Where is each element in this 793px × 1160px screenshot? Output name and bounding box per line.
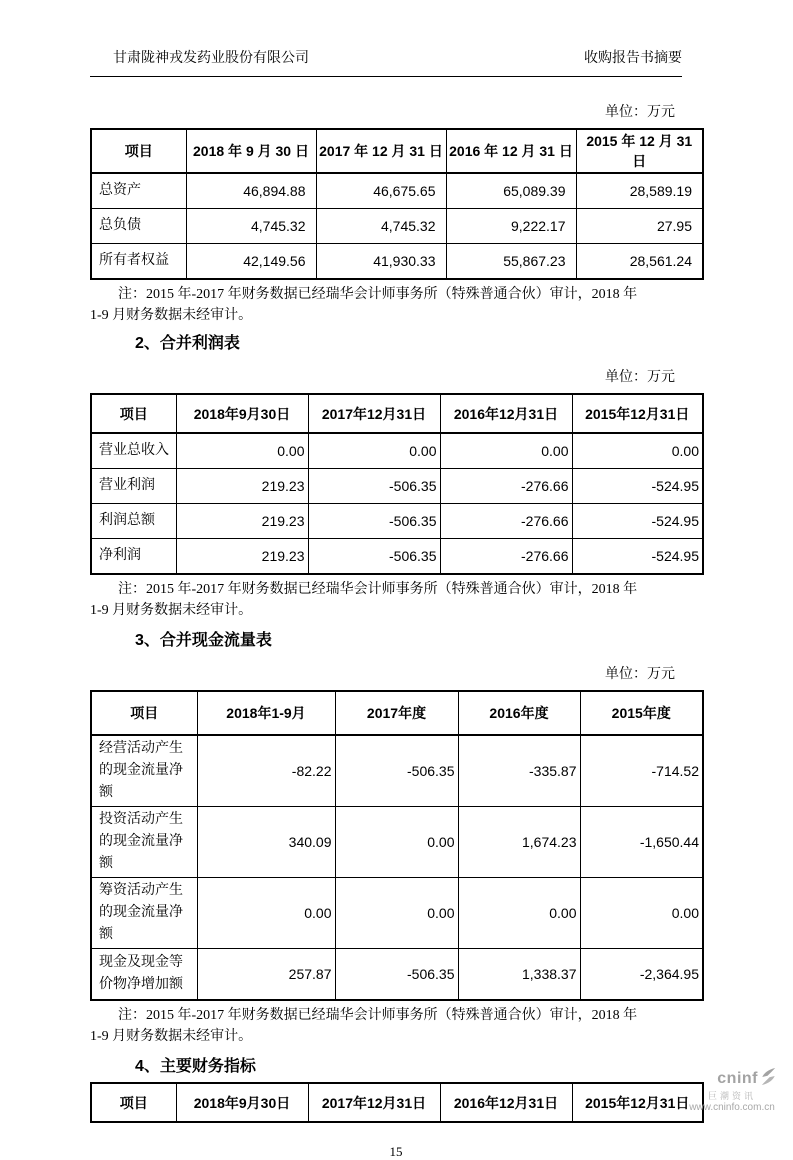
- column-header: 2015年度: [580, 691, 703, 735]
- value-cell: 28,561.24: [576, 244, 703, 280]
- value-cell: -714.52: [580, 735, 703, 807]
- row-label: 营业总收入: [91, 433, 176, 469]
- column-header: 2017年12月31日: [308, 1083, 440, 1122]
- unit-label-cashflow: 单位：万元: [605, 667, 675, 682]
- value-cell: 219.23: [176, 504, 308, 539]
- value-cell: -2,364.95: [580, 949, 703, 1001]
- value-cell: -276.66: [440, 469, 572, 504]
- row-label: 利润总额: [91, 504, 176, 539]
- value-cell: 27.95: [576, 209, 703, 244]
- key-indicators-table: [90, 1082, 704, 1123]
- section-heading-income: 2、合并利润表: [135, 335, 240, 352]
- page-number: 15: [389, 1144, 403, 1159]
- header-row: [91, 1083, 703, 1122]
- value-cell: -276.66: [440, 539, 572, 575]
- value-cell: -506.35: [308, 469, 440, 504]
- table-row: [91, 735, 703, 807]
- note-line: 1-9 月财务数据未经审计。: [90, 603, 253, 618]
- value-cell: 0.00: [440, 433, 572, 469]
- column-header: 2015 年 12 月 31 日: [576, 129, 703, 173]
- column-header: 项目: [91, 129, 186, 173]
- value-cell: 219.23: [176, 469, 308, 504]
- value-cell: 0.00: [335, 807, 458, 878]
- row-label: 筹资活动产生的现金流量净额: [91, 878, 197, 949]
- table-row: [91, 504, 703, 539]
- column-header: 2018年9月30日: [176, 1083, 308, 1122]
- column-header: 2016 年 12 月 31 日: [446, 129, 576, 173]
- value-cell: 0.00: [176, 433, 308, 469]
- value-cell: -524.95: [572, 469, 703, 504]
- column-header: 项目: [91, 394, 176, 433]
- column-header: 2016年度: [458, 691, 580, 735]
- note-line: 1-9 月财务数据未经审计。: [90, 1029, 253, 1044]
- row-label: 经营活动产生的现金流量净额: [91, 735, 197, 807]
- column-header: 2017 年 12 月 31 日: [316, 129, 446, 173]
- column-header: 项目: [91, 1083, 176, 1122]
- value-cell: 1,674.23: [458, 807, 580, 878]
- header-row: [91, 129, 703, 173]
- value-cell: 0.00: [458, 878, 580, 949]
- column-header: 2015年12月31日: [572, 1083, 703, 1122]
- table-row: [91, 433, 703, 469]
- cninfo-swirl-icon: [759, 1067, 778, 1091]
- row-label: 所有者权益: [91, 244, 186, 280]
- audit-note-cashflow: [90, 1005, 682, 1047]
- value-cell: 46,675.65: [316, 173, 446, 209]
- unit-label-income: 单位：万元: [605, 370, 675, 385]
- value-cell: 42,149.56: [186, 244, 316, 280]
- value-cell: 0.00: [197, 878, 335, 949]
- value-cell: -82.22: [197, 735, 335, 807]
- row-label: 现金及现金等价物净增加额: [91, 949, 197, 1001]
- value-cell: -276.66: [440, 504, 572, 539]
- row-label: 投资活动产生的现金流量净额: [91, 807, 197, 878]
- table-row: [91, 173, 703, 209]
- value-cell: 55,867.23: [446, 244, 576, 280]
- section-heading-cashflow: 3、合并现金流量表: [135, 632, 272, 649]
- cninfo-logo-row: [676, 1067, 788, 1091]
- cninfo-logo-text: cninf: [717, 1070, 758, 1087]
- header-company-name: 甘肃陇神戎发药业股份有限公司: [113, 51, 309, 66]
- value-cell: 0.00: [335, 878, 458, 949]
- value-cell: -506.35: [335, 735, 458, 807]
- value-cell: 65,089.39: [446, 173, 576, 209]
- section-heading-indicators: 4、主要财务指标: [135, 1058, 256, 1075]
- audit-note-income: [90, 579, 682, 621]
- value-cell: 28,589.19: [576, 173, 703, 209]
- value-cell: -1,650.44: [580, 807, 703, 878]
- balance-sheet-table: [90, 128, 704, 280]
- value-cell: -506.35: [308, 504, 440, 539]
- cash-flow-table: [90, 690, 704, 1001]
- header-row: [91, 394, 703, 433]
- table-row: [91, 878, 703, 949]
- value-cell: 0.00: [308, 433, 440, 469]
- table-row: [91, 949, 703, 1001]
- row-label: 总负债: [91, 209, 186, 244]
- value-cell: 340.09: [197, 807, 335, 878]
- audit-note-balance: [90, 284, 682, 326]
- row-label: 净利润: [91, 539, 176, 575]
- header-row: [91, 691, 703, 735]
- row-label: 营业利润: [91, 469, 176, 504]
- column-header: 2018年1-9月: [197, 691, 335, 735]
- column-header: 2017年12月31日: [308, 394, 440, 433]
- cninfo-logo-subtitle: 巨潮资讯: [707, 1091, 756, 1101]
- cninfo-logo-url: www.cninfo.com.cn: [689, 1102, 775, 1113]
- row-label: 总资产: [91, 173, 186, 209]
- unit-label-balance: 单位：万元: [605, 105, 675, 120]
- header-doc-title: 收购报告书摘要: [584, 51, 682, 66]
- value-cell: 41,930.33: [316, 244, 446, 280]
- column-header: 2015年12月31日: [572, 394, 703, 433]
- column-header: 2016年12月31日: [440, 1083, 572, 1122]
- value-cell: 4,745.32: [186, 209, 316, 244]
- value-cell: 46,894.88: [186, 173, 316, 209]
- column-header: 2017年度: [335, 691, 458, 735]
- column-header: 2016年12月31日: [440, 394, 572, 433]
- running-header: [90, 50, 682, 77]
- value-cell: -506.35: [308, 539, 440, 575]
- column-header: 2018年9月30日: [176, 394, 308, 433]
- table-row: [91, 209, 703, 244]
- value-cell: 0.00: [572, 433, 703, 469]
- income-statement-table: [90, 393, 704, 575]
- table-row: [91, 807, 703, 878]
- value-cell: -506.35: [335, 949, 458, 1001]
- value-cell: 9,222.17: [446, 209, 576, 244]
- value-cell: -524.95: [572, 539, 703, 575]
- note-line: 注：2015 年-2017 年财务数据已经瑞华会计师事务所（特殊普通合伙）审计，2018 年: [118, 1008, 638, 1023]
- value-cell: 257.87: [197, 949, 335, 1001]
- table-row: [91, 539, 703, 575]
- column-header: 项目: [91, 691, 197, 735]
- column-header: 2018 年 9 月 30 日: [186, 129, 316, 173]
- value-cell: -335.87: [458, 735, 580, 807]
- note-line: 注：2015 年-2017 年财务数据已经瑞华会计师事务所（特殊普通合伙）审计，2018 年: [118, 287, 638, 302]
- table-row: [91, 469, 703, 504]
- note-line: 注：2015 年-2017 年财务数据已经瑞华会计师事务所（特殊普通合伙）审计，2018 年: [118, 582, 638, 597]
- value-cell: -524.95: [572, 504, 703, 539]
- value-cell: 4,745.32: [316, 209, 446, 244]
- value-cell: 219.23: [176, 539, 308, 575]
- cninfo-watermark: [676, 1067, 788, 1114]
- table-row: [91, 244, 703, 280]
- note-line: 1-9 月财务数据未经审计。: [90, 308, 253, 323]
- value-cell: 0.00: [580, 878, 703, 949]
- value-cell: 1,338.37: [458, 949, 580, 1001]
